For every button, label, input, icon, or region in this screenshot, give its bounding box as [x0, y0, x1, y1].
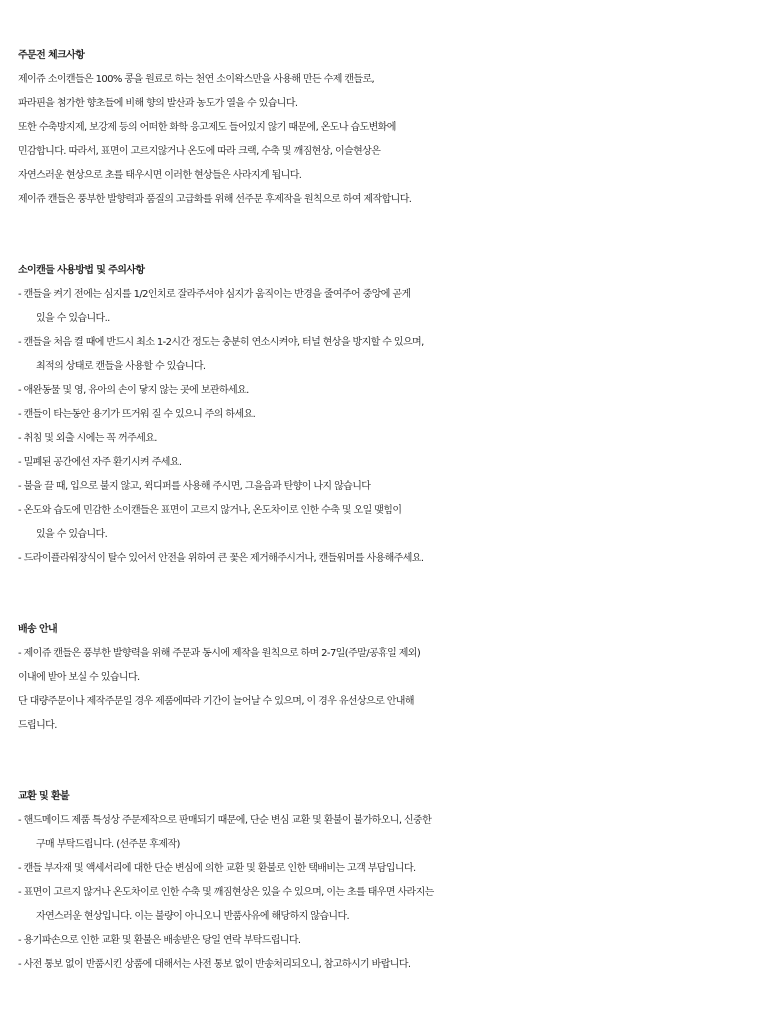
list-item-text: - 사전 통보 없이 반품시킨 상품에 대해서는 사전 통보 없이 반송처리되오니, 참고하시기 바랍니다.	[18, 953, 758, 977]
section-title: 소이캔들 사용방법 및 주의사항	[18, 265, 145, 276]
list-item-text: - 불을 끌 때, 입으로 불지 않고, 윅디퍼를 사용해 주시면, 그을음과 탄향이 나지 않습니다	[18, 475, 758, 499]
list-item-text: - 취침 및 외출 시에는 꼭 꺼주세요.	[18, 427, 758, 451]
paragraph-line: 드립니다.	[18, 720, 57, 731]
shipping-info-section	[18, 618, 758, 738]
list-item-continuation: 자연스러운 현상입니다. 이는 불량이 아니오니 반품사유에 해당하지 않습니다.	[36, 911, 350, 922]
paragraph-line: 단 대량주문이나 제작주문일 경우 제품에따라 기간이 늘어날 수 있으며, 이 경우 유선상으로 안내해	[18, 696, 414, 707]
list-item-text: - 용기파손으로 인한 교환 및 환불은 배송받은 당일 연락 부탁드립니다.	[18, 929, 758, 953]
list-item-continuation: 구매 부탁드립니다. (선주문 후제작)	[36, 839, 180, 850]
list-item	[18, 283, 758, 331]
list-item	[18, 331, 758, 379]
list-item	[18, 547, 758, 571]
list-item	[18, 881, 758, 929]
list-item-text: - 캔들이 타는동안 용기가 뜨거워 질 수 있으니 주의 하세요.	[18, 403, 758, 427]
paragraph-line: 제이쥬 캔들은 풍부한 발향력과 품질의 고급화를 위해 선주문 후제작을 원칙으로 하여 제작합니다.	[18, 194, 412, 205]
list-item	[18, 427, 758, 451]
list-item	[18, 499, 758, 547]
exchange-refund-section	[18, 785, 758, 977]
list-item-text: - 밀폐된 공간에선 자주 환기시켜 주세요.	[18, 451, 758, 475]
paragraph-line: 파라핀을 첨가한 향초들에 비해 향의 발산과 농도가 열을 수 있습니다.	[18, 98, 298, 109]
list-item	[18, 379, 758, 403]
section-title: 주문전 체크사항	[18, 50, 85, 61]
section-title: 배송 안내	[18, 624, 58, 635]
list-item	[18, 857, 758, 881]
section-title: 교환 및 환불	[18, 791, 70, 802]
list-item-text: - 캔들을 처음 켤 때에 반드시 최소 1-2시간 정도는 충분히 연소시켜야, 터널 현상을 방지할 수 있으며,	[18, 331, 758, 355]
list-item-continuation: 있을 수 있습니다..	[36, 313, 110, 324]
list-item-text: - 핸드메이드 제품 특성상 주문제작으로 판매되기 때문에, 단순 변심 교환 및 환불이 불가하오니, 신중한	[18, 809, 758, 833]
list-item-text: - 드라이플라워장식이 탈수 있어서 안전을 위하여 큰 꽃은 제거해주시거나, 캔들워머를 사용해주세요.	[18, 547, 758, 571]
list-item-text: - 표면이 고르지 않거나 온도차이로 인한 수축 및 깨짐현상은 있을 수 있으며, 이는 초를 태우면 사라지는	[18, 881, 758, 905]
paragraph-line: 민감합니다. 따라서, 표면이 고르지않거나 온도에 따라 크랙, 수축 및 깨짐현상, 이슬현상은	[18, 146, 381, 157]
paragraph-line: - 제이쥬 캔들은 풍부한 발향력을 위해 주문과 동시에 제작을 원칙으로 하며 2-7일(주말/공휴일 제외)	[18, 648, 421, 659]
list-item-continuation: 있을 수 있습니다.	[36, 529, 108, 540]
list-item-continuation: 최적의 상태로 캔들을 사용할 수 있습니다.	[36, 361, 206, 372]
list-item	[18, 809, 758, 857]
list-item-text: - 캔들 부자재 및 액세서리에 대한 단순 변심에 의한 교환 및 환불로 인한 택배비는 고객 부담입니다.	[18, 857, 758, 881]
list-item-text: - 캔들을 켜기 전에는 심지를 1/2인치로 잘라주셔야 심지가 움직이는 반경을 줄여주어 중앙에 곧게	[18, 283, 758, 307]
paragraph-line: 자연스러운 현상으로 초를 태우시면 이러한 현상들은 사라지게 됩니다.	[18, 170, 302, 181]
list-item-text: - 온도와 습도에 민감한 소이캔들은 표면이 고르지 않거나, 온도차이로 인한 수축 및 오일 맺힘이	[18, 499, 758, 523]
list-item	[18, 929, 758, 953]
list-item	[18, 451, 758, 475]
list-item	[18, 475, 758, 499]
paragraph-line: 또한 수축방지제, 보강제 등의 어떠한 화학 응고제도 들어있지 않기 때문에, 온도나 습도변화에	[18, 122, 396, 133]
paragraph-line: 제이쥬 소이캔들은 100% 콩을 원료로 하는 천연 소이왁스만을 사용해 만든 수제 캔들로,	[18, 74, 375, 85]
usage-caution-section	[18, 259, 758, 571]
list-item	[18, 953, 758, 977]
paragraph-line: 이내에 받아 보실 수 있습니다.	[18, 672, 140, 683]
list-item	[18, 403, 758, 427]
list-item-text: - 애완동물 및 영, 유아의 손이 닿지 않는 곳에 보관하세요.	[18, 379, 758, 403]
order-checklist-section	[18, 44, 758, 212]
